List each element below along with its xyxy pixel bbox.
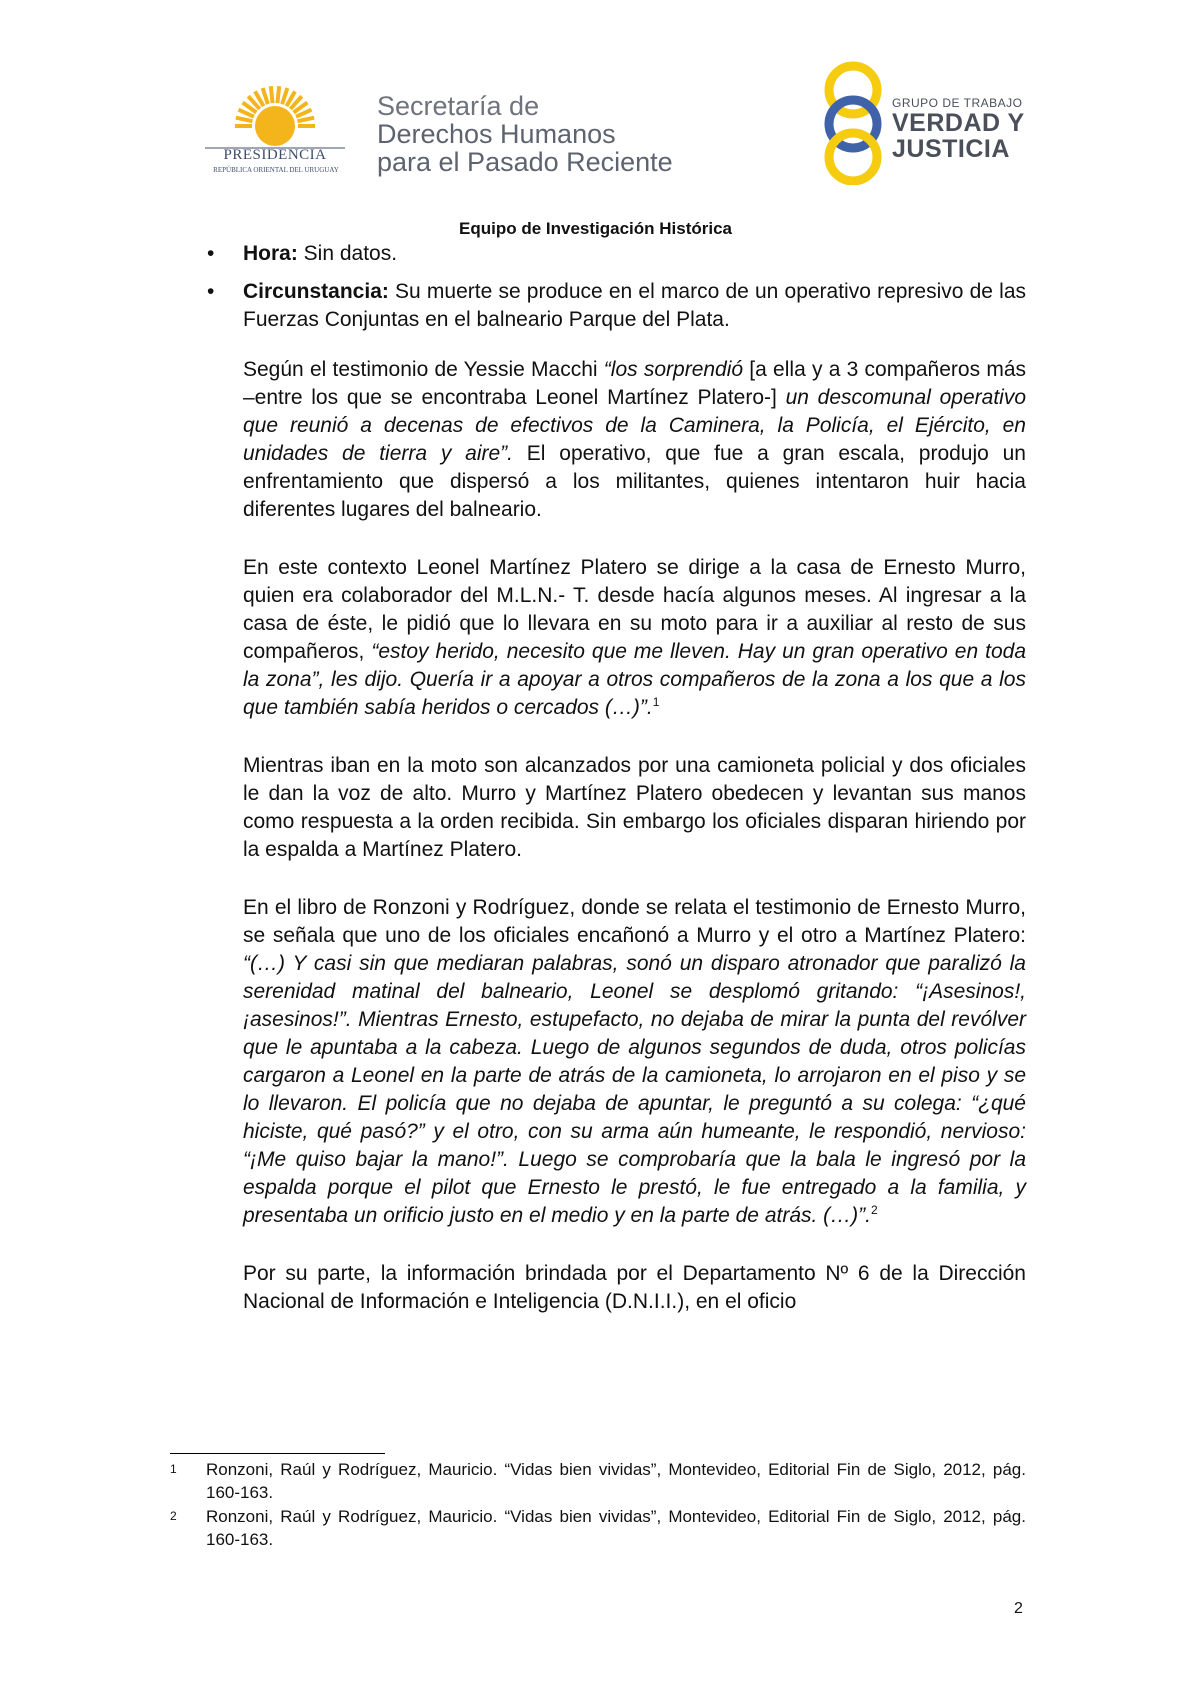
sun-ray [263,88,268,104]
p4-quote: “(…) Y casi sin que mediaran palabras, sonó un disparo atronador que paralizó la serenidad matinal del balneario, Leonel se desplomó gritando: “¡Asesinos!, ¡asesinos!”. Mientras Ernesto, estupefacto, no dejaba de mirar la punta del revólver que le apuntaba a la cabeza. Luego de algunos segundos de duda, otros policías cargaron a Leonel en la parte de atrás de la camioneta, lo arrojaron en el piso y se lo llevaron. El policía que no dejaba de apuntar, le preguntó a su colega: “¿qué hiciste, qué pasó?” y el otro, con su arma aún humeante, le respondió, nervioso: “¡Me quiso bajar la mano!”. Luego se comprobaría que la bala le ingresó por la espalda porque el pilot que Ernesto le prestó, le fue entregado a la familia, y presentaba un orificio justo en el medio y en la parte de atrás. (…)”. [243,952,1026,1227]
footnote-ref-1: 1 [652,695,660,709]
p2-quote: “estoy herido, necesito que me lleven. Hay un gran operativo en toda la zona”, les dijo. Quería ir a apoyar a otros compañeros de la zona a los que a los que también sabía heridos o cercados (…)”. [243,640,1026,719]
page-header [0,0,1191,238]
footnote-text: Ronzoni, Raúl y Rodríguez, Mauricio. “Vidas bien vividas”, Montevideo, Editorial Fin de Siglo, 2012, pág. 160-163. [206,1460,1026,1502]
paragraph-2 [243,554,1026,722]
footnote-2 [170,1505,1026,1551]
sun-ray [236,118,253,122]
paragraph-4 [243,894,1026,1230]
grupo-trabajo-line-1: VERDAD Y [892,109,1025,137]
p1-text-c: El operativo, que fue a gran escala, produjo un enfrentamiento que dispersó a los militantes, quienes intentaron huir hacia diferentes lugares del balneario. [243,442,1026,521]
grupo-trabajo-small: GRUPO DE TRABAJO [892,96,1023,110]
sun-ray [271,86,273,103]
footnote-1 [170,1458,1026,1504]
sun-ray [297,118,314,122]
sun-ray [282,88,287,104]
grupo-trabajo-title [892,96,1025,162]
footnote-number: 2 [170,1509,177,1523]
p1-text-b: [a ella y a 3 compañeros más –entre los que se encontraba Leonel Martínez Platero-] [243,358,1026,409]
p2-text: En este contexto Leonel Martínez Platero se dirige a la casa de Ernesto Murro, quien era colaborador del M.L.N.- T. desde hacía algunos meses. Al ingresar a la casa de éste, le pidió que lo llevara en su moto para ir a auxiliar al resto de sus compañeros, [243,556,1026,663]
footnote-ref-2: 2 [871,1203,878,1217]
grupo-trabajo-rings-logo [808,60,898,185]
p1-quote-a: “los sorprendió [603,358,744,381]
secretaria-line-1: Secretaría de [377,91,540,121]
p3-text: Mientras iban en la moto son alcanzados por una camioneta policial y dos oficiales le dan la voz de alto. Murro y Martínez Platero obedecen y levantan sus manos como respuesta a la orden recibida. Sin embargo los oficiales disparan hiriendo por la espalda a Martínez Platero. [243,754,1026,861]
bullet-hora [207,240,1026,268]
footnote-number: 1 [170,1462,177,1476]
secretaria-line-3: para el Pasado Reciente [377,147,673,177]
hora-label: Hora: [243,242,298,265]
document-body [207,240,1027,1316]
p4-text: En el libro de Ronzoni y Rodríguez, donde se relata el testimonio de Ernesto Murro, se señala que uno de los oficiales encañonó a Murro y el otro a Martínez Platero: [243,896,1026,947]
page-number: 2 [1014,1600,1023,1617]
team-heading: Equipo de Investigación Histórica [459,219,732,238]
hora-value: Sin datos. [297,242,398,265]
presidencia-subtitle: REPÚBLICA ORIENTAL DEL URUGUAY [213,166,339,174]
bullet-circunstancia [207,278,1026,334]
secretaria-title [377,92,673,176]
circunstancia-label: Circunstancia: [243,280,389,303]
presidencia-name: PRESIDENCIA [223,147,327,163]
p5-text: Por su parte, la información brindada por el Departamento Nº 6 de la Dirección Nacional de Información e Inteligencia (D.N.I.I.), en el oficio [243,1262,1026,1313]
footnote-text: Ronzoni, Raúl y Rodríguez, Mauricio. “Vidas bien vividas”, Montevideo, Editorial Fin de Siglo, 2012, pág. 160-163. [206,1507,1026,1549]
bullet-dot: • [207,280,215,303]
sun-ray [277,86,279,103]
bullet-dot: • [207,242,215,265]
p1-quote-b: un descomunal operativo que reunió a decenas de efectivos de la Caminera, la Policía, el Ejército, en unidades de tierra y aire”. [243,386,1027,465]
secretaria-line-2: Derechos Humanos [377,119,616,149]
p1-text-a: Según el testimonio de Yessie Macchi [243,358,604,381]
paragraph-5 [243,1260,1026,1316]
paragraph-1 [243,356,1026,524]
footnote-separator [170,1453,385,1454]
circunstancia-value: Su muerte se produce en el marco de un operativo represivo de las Fuerzas Conjuntas en el balneario Parque del Plata. [243,280,1026,331]
grupo-trabajo-line-2: JUSTICIA [892,135,1010,163]
paragraph-3 [243,752,1026,864]
